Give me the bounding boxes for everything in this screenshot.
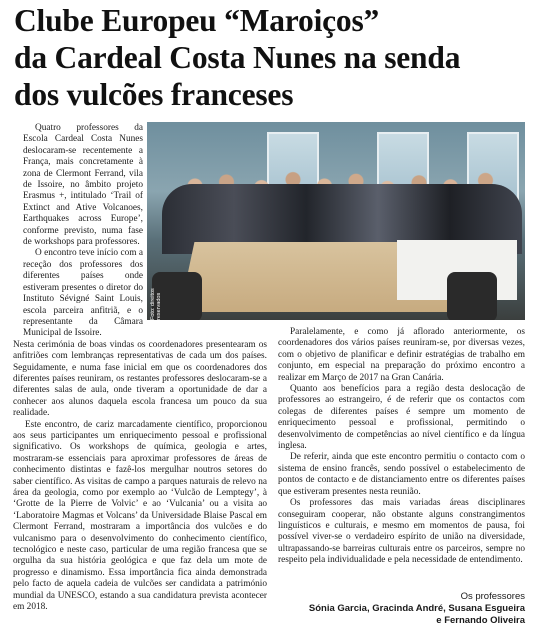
paragraph-7: Os professores das mais variadas áreas disciplinares conseguiram cooperar, não obstante alguns constrangimentos linguísticos e culturais, e mesmo em momentos de pausa, foi possível viver-se o verdadeiro espírito de união na diversidade, ultrapassando-se barreiras culturais entre os parceiros, sempre no respeito pela individualidade e pela necessidade de entendimento. xyxy=(278,498,525,566)
headline xyxy=(14,2,529,113)
signature-names-2: e Fernando Oliveira xyxy=(436,615,525,626)
photo-chair-right xyxy=(447,272,497,320)
paragraph-4: Paralelamente, e como já aflorado anteriormente, os coordenadores dos vários países reuniram-se, por diversas vezes, com o objetivo de planificar e definir estratégias de trabalho em conjunto, em especial na preparação do próximo encontro a realizar em Março de 2017 na Gran Canária. xyxy=(278,327,525,383)
signature-role: Os professores xyxy=(460,591,525,602)
photo-credit: Foto: direitos reservados xyxy=(150,288,162,320)
headline-line-3: dos vulcões franceses xyxy=(14,77,294,112)
paragraph-6: De referir, ainda que este encontro permitiu o contacto com o sistema de ensino francês, sendo possível o estabelecimento de pontos de contacto e de distanciamento entre os diferentes países que estiveram presentes nesta reunião. xyxy=(278,452,525,497)
article-right-column xyxy=(278,327,525,567)
paragraph-2-start: O encontro teve início com a receção dos professores dos diferentes países onde estiveram presentes o diretor do Instituto Sévigné Saint Louis, escola parceira anfitriã, e o representante da Câmara Municipal de Issoire. xyxy=(23,248,143,339)
paragraph-3: Este encontro, de cariz marcadamente científico, proporcionou aos seus participantes um enriquecimento pessoal e profissional significativo. Os workshops de química, geologia e artes, mostraram-se essenciais para aproximar professores de áreas de conhecimento distintas e fazê-los mergulhar noutros setores do saber científico. As visitas de campo a parques naturais de relevo na área da geologia, como por exemplo ao ‘Vulcão de Lemptegy’, à ‘Grotte de la Pierre de Volvic’ e ao ‘Vulcania’ ou a visita ao ‘Laboratoire Magmas et Volcans’ da Universidade Blaise Pascal em Clermont Ferrand, mostraram a importância dos vulcões e do vulcanismo para o desenvolvimento do conhecimento científico, tecnológico e neste caso, particular de uma região francesa que se orgulha da sua história geológica e que faz dela um mote de progresso e dinamismo. Essa importância fica ainda demonstrada pelo facto de aquela cadeia de vulcões ser candidata a património mundial da UNESCO, estando a sua candidatura prevista acontecer em 2018. xyxy=(13,419,267,613)
article-left-column xyxy=(13,123,267,613)
signature-block xyxy=(309,591,525,627)
signature-names-1: Sónia Garcia, Gracinda André, Susana Esgueira xyxy=(308,603,525,614)
paragraph-5: Quanto aos benefícios para a região desta deslocação de professores ao estrangeiro, é de referir que os contactos com colegas de diferentes países é sempre um momento de enriquecimento pessoal e profissional, permitindo o desenvolvimento de competências ao nível científico e da língua inglesa. xyxy=(278,384,525,452)
paragraph-2-end: Nesta cerimónia de boas vindas os coordenadores presentearam os anfitriões com lembranças representativas de cada um dos países. Seguidamente, e numa fase inicial em que os coordenadores dos diferentes países reuniram, os restantes professores deslocaram-se a diferentes salas de aula, onde tiveram a oportunidade de dar a conhecer aos alunos daquela escola francesa um pouco da sua realidade. xyxy=(13,339,267,419)
headline-line-2: da Cardeal Costa Nunes na senda xyxy=(14,40,461,75)
paragraph-1: Quatro professores da Escola Cardeal Costa Nunes deslocaram-se recentemente a França, mais concretamente à zona de Clermont Ferrand, vila de Issoire, no âmbito projeto Erasmus +, intitulado ‘Trail of Extinct and Ative Volcanoes, Earthquakes across Europe’, conforme previsto, numa fase de workshops para professores. xyxy=(23,123,143,248)
headline-line-1: Clube Europeu “Maroiços” xyxy=(14,3,380,38)
intro-block xyxy=(23,123,143,340)
